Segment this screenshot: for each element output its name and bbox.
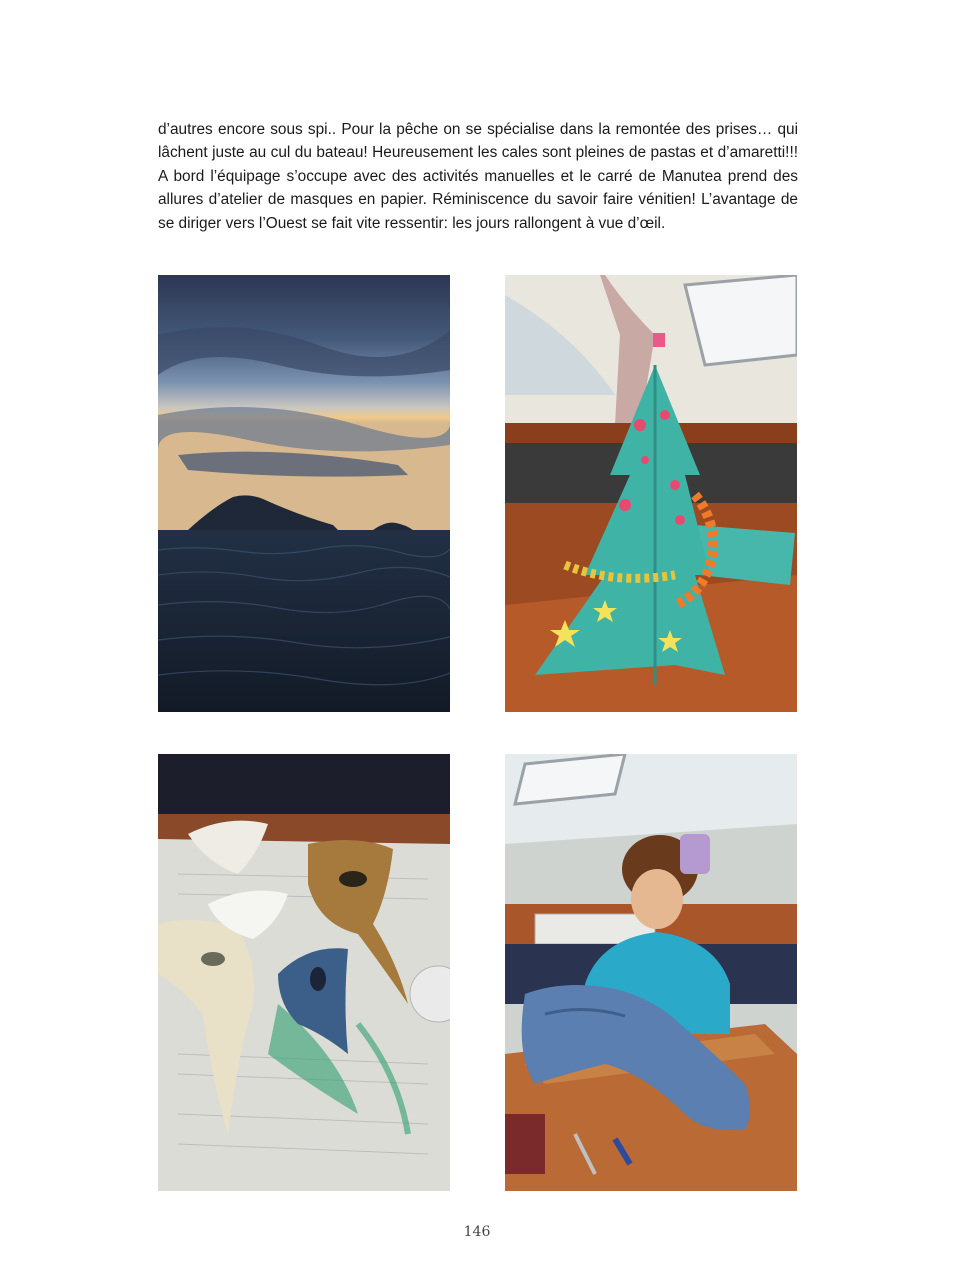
photo-paper-masks [158, 754, 450, 1191]
photo-paper-christmas-tree [505, 275, 797, 712]
page-number: 146 [463, 1224, 491, 1240]
body-paragraph: d’autres encore sous spi.. Pour la pêche on se spécialise dans la remontée des prises… qui lâchent juste au cul du bateau! Heureusement les cales sont pleines de pastas et d’amaretti!!! A bord l’équipage s’occupe avec des activités manuelles et le carré de Manutea prend des allures d’atelier de masques en papier. Réminiscence du savoir faire vénitien! L’avantage de se diriger vers l’Ouest se fait vite ressentir: les jours rallongent à vue d’œil. [158, 121, 798, 232]
photo-boy-sewing-jeans [505, 754, 797, 1191]
photo-island-sunset [158, 275, 450, 712]
